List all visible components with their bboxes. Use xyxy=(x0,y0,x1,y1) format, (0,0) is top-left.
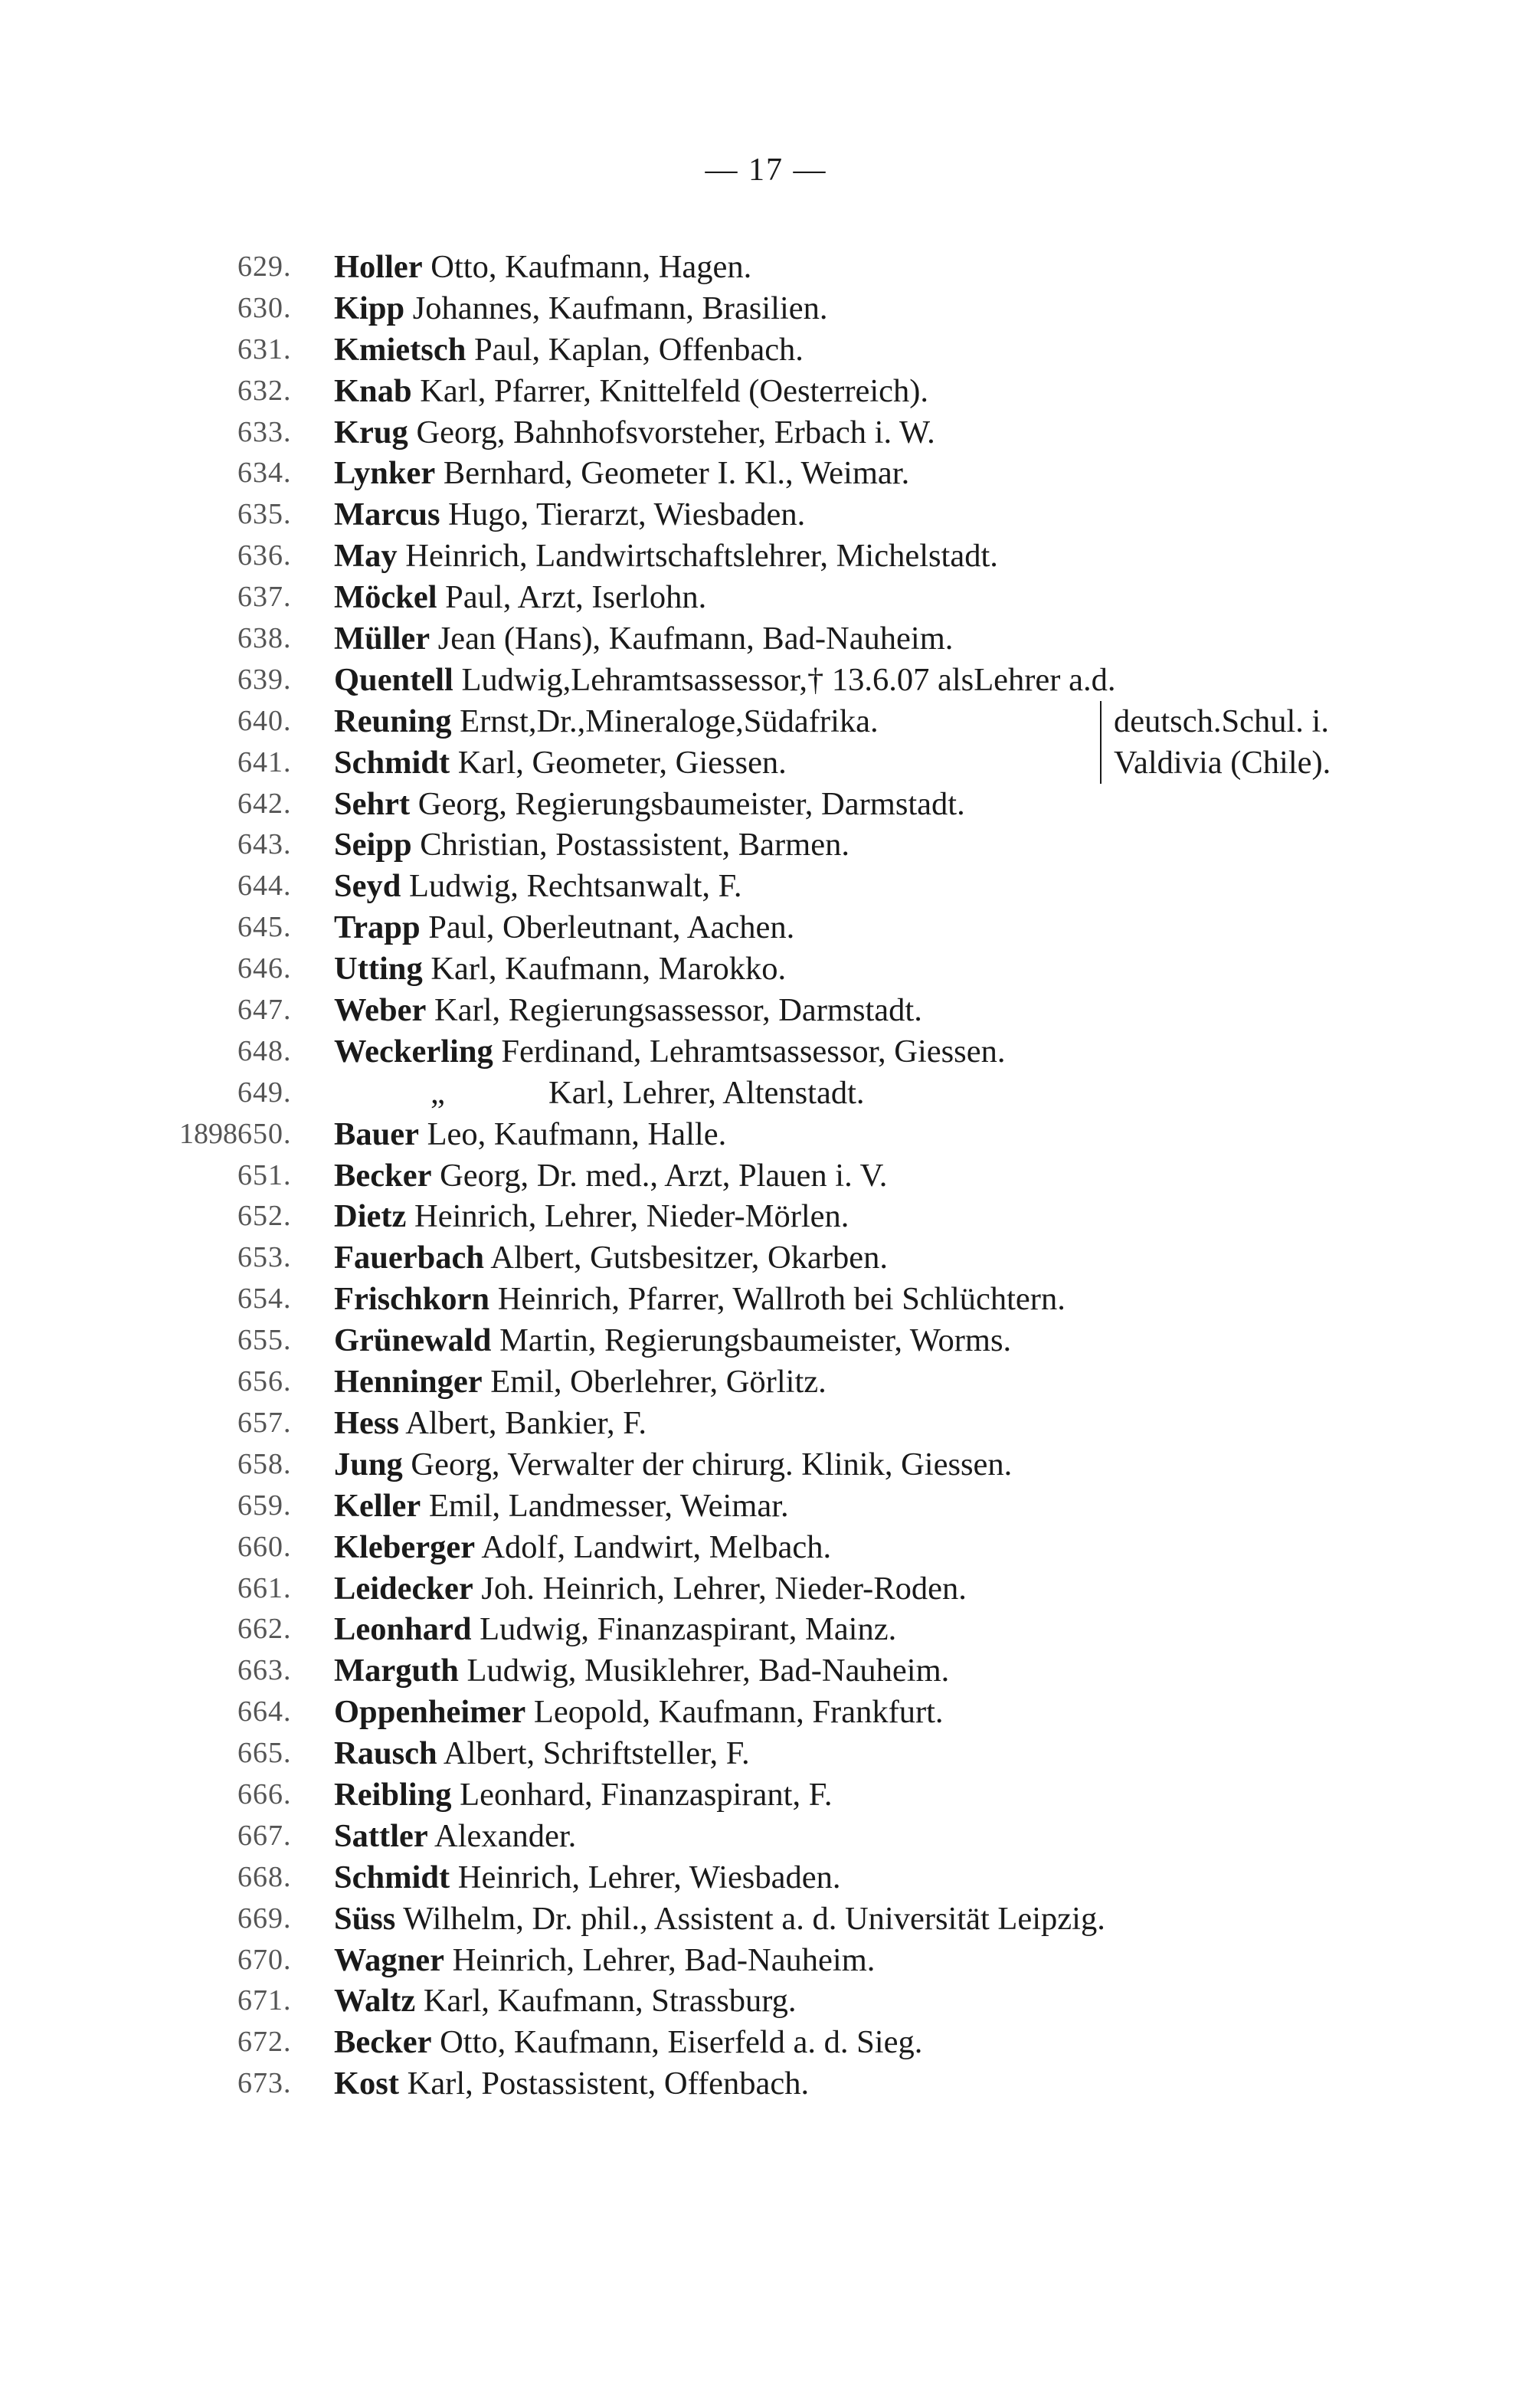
list-item xyxy=(0,1403,1532,1444)
list-item xyxy=(0,1073,1532,1114)
entry-text xyxy=(334,1196,849,1237)
entry-text xyxy=(334,2063,809,2105)
surname: Utting xyxy=(334,951,423,988)
surname: Jung xyxy=(334,1446,403,1482)
entry-details: Ludwig, Finanzaspirant, Mainz. xyxy=(480,1611,897,1648)
list-item xyxy=(0,1857,1532,1899)
surname: May xyxy=(334,538,398,575)
list-item xyxy=(0,1650,1532,1692)
entry-details: Karl, Geometer, Giessen. xyxy=(457,744,787,781)
entry-details: Hugo, Tierarzt, Wiesbaden. xyxy=(448,496,806,533)
list-item xyxy=(0,329,1532,371)
entry-details: Georg, Bahnhofsvorsteher, Erbach i. W. xyxy=(416,414,935,450)
entry-details: Jean (Hans), Kaufmann, Bad-Nauheim. xyxy=(437,621,954,657)
surname: Becker xyxy=(334,1157,432,1194)
entry-text xyxy=(334,1774,833,1816)
entry-text xyxy=(334,1650,949,1692)
surname: Kleberger xyxy=(334,1528,476,1565)
entry-details: Leonhard, Finanzaspirant, F. xyxy=(460,1776,833,1813)
surname: Weckerling xyxy=(334,1033,493,1070)
entry-text xyxy=(334,536,998,577)
list-item xyxy=(0,1980,1532,2022)
list-item xyxy=(0,1774,1532,1816)
entry-details: Joh. Heinrich, Lehrer, Nieder-Roden. xyxy=(481,1570,967,1607)
entry-text xyxy=(334,1568,967,1610)
list-item xyxy=(0,701,1532,742)
margin-note: Valdivia (Chile). xyxy=(1100,742,1331,784)
list-item xyxy=(0,371,1532,412)
entry-details: Leopold, Kaufmann, Frankfurt. xyxy=(533,1694,944,1731)
entry-details: Albert, Bankier, F. xyxy=(405,1404,647,1441)
entry-text xyxy=(334,371,928,412)
entry-number: 659. xyxy=(237,1489,292,1522)
list-item xyxy=(0,1196,1532,1237)
entry-text xyxy=(334,907,794,948)
list-item xyxy=(0,1816,1532,1857)
entry-details: Paul, Arzt, Iserlohn. xyxy=(445,579,707,616)
entry-text xyxy=(334,866,742,907)
member-list xyxy=(0,247,1532,2105)
entry-details: Georg, Verwalter der chirurg. Klinik, Giessen. xyxy=(411,1446,1013,1482)
entry-number: 636. xyxy=(237,539,292,572)
entry-details: Leo, Kaufmann, Halle. xyxy=(427,1116,727,1152)
list-item xyxy=(0,2063,1532,2105)
list-item xyxy=(0,1527,1532,1568)
surname: Hess xyxy=(334,1404,399,1441)
list-item xyxy=(0,1114,1532,1155)
list-item xyxy=(0,536,1532,577)
surname: Marguth xyxy=(334,1653,459,1689)
surname: Leonhard xyxy=(334,1611,472,1648)
entry-number: 638. xyxy=(237,622,292,655)
entry-details: Ludwig, Rechtsanwalt, F. xyxy=(409,868,742,905)
entry-number: 666. xyxy=(237,1777,292,1810)
surname: Becker xyxy=(334,2024,432,2061)
entry-number: 670. xyxy=(237,1943,292,1976)
list-item xyxy=(0,866,1532,907)
surname: Müller xyxy=(334,621,430,657)
margin-note: deutsch.Schul. i. xyxy=(1100,701,1329,742)
entry-text xyxy=(334,2022,922,2063)
surname: Marcus xyxy=(334,496,440,533)
surname: Leidecker xyxy=(334,1570,473,1607)
surname: Sattler xyxy=(334,1817,428,1854)
entry-number: 655. xyxy=(237,1324,292,1357)
entry-number: 634. xyxy=(237,457,292,490)
entry-number: 669. xyxy=(237,1902,292,1935)
entry-details: Paul, Kaplan, Offenbach. xyxy=(473,331,804,368)
entry-text xyxy=(334,288,828,329)
entry-number: 637. xyxy=(237,581,292,614)
entry-details: Martin, Regierungsbaumeister, Worms. xyxy=(499,1322,1012,1359)
entry-text xyxy=(334,824,849,866)
entry-number: 645. xyxy=(237,911,292,944)
entry-details: Karl, Lehrer, Altenstadt. xyxy=(548,1074,865,1111)
page-number: — 17 — xyxy=(705,152,827,188)
entry-text xyxy=(334,1899,1105,1940)
entry-details: Bernhard, Geometer I. Kl., Weimar. xyxy=(443,455,910,492)
entry-number: 648. xyxy=(237,1034,292,1067)
entry-text xyxy=(334,1940,875,1981)
entry-details: Paul, Oberleutnant, Aachen. xyxy=(428,909,795,946)
entry-text xyxy=(334,660,1115,701)
entry-text xyxy=(334,1403,647,1444)
list-item xyxy=(0,1692,1532,1733)
entry-details: Karl, Postassistent, Offenbach. xyxy=(407,2066,810,2102)
entry-text xyxy=(334,1980,797,2022)
entry-text xyxy=(334,948,786,990)
surname: Quentell xyxy=(334,661,453,698)
entry-details: Otto, Kaufmann, Eiserfeld a. d. Sieg. xyxy=(440,2024,923,2061)
surname: Bauer xyxy=(334,1116,419,1152)
entry-details: Heinrich, Lehrer, Wiesbaden. xyxy=(457,1859,841,1895)
entry-number: 652. xyxy=(237,1200,292,1233)
surname: Oppenheimer xyxy=(334,1694,526,1731)
entry-details: Johannes, Kaufmann, Brasilien. xyxy=(412,290,828,326)
surname: Krug xyxy=(334,414,408,450)
entry-number: 640. xyxy=(237,704,292,737)
surname: Wagner xyxy=(334,1941,445,1978)
entry-details: Ernst,Dr.,Mineraloge,Südafrika. xyxy=(460,703,879,739)
entry-number: 673. xyxy=(237,2067,292,2100)
surname: Möckel xyxy=(334,579,437,616)
surname: Fauerbach xyxy=(334,1240,484,1276)
list-item xyxy=(0,1444,1532,1486)
entry-number: 650. xyxy=(237,1117,292,1150)
entry-text xyxy=(334,1237,888,1279)
list-item xyxy=(0,453,1532,494)
list-item xyxy=(0,1155,1532,1197)
entry-number: 653. xyxy=(237,1241,292,1274)
entry-details: Karl, Kaufmann, Marokko. xyxy=(430,951,787,988)
entry-number: 642. xyxy=(237,787,292,820)
entry-number: 643. xyxy=(237,828,292,861)
entry-text xyxy=(334,1279,1066,1320)
list-item xyxy=(0,1568,1532,1610)
surname: Kost xyxy=(334,2066,399,2102)
entry-number: 658. xyxy=(237,1447,292,1480)
surname: Seipp xyxy=(334,827,412,863)
list-item xyxy=(0,288,1532,329)
entry-details: Albert, Schriftsteller, F. xyxy=(443,1735,750,1772)
list-item xyxy=(0,1486,1532,1527)
list-item xyxy=(0,1899,1532,1940)
entry-text xyxy=(334,618,953,660)
surname: Reibling xyxy=(334,1776,452,1813)
entry-text xyxy=(334,1857,840,1899)
entry-text xyxy=(334,1155,887,1197)
surname: Frischkorn xyxy=(334,1281,490,1318)
entry-text xyxy=(334,990,922,1031)
entry-details: Emil, Landmesser, Weimar. xyxy=(428,1487,789,1524)
entry-details: Otto, Kaufmann, Hagen. xyxy=(430,249,752,285)
entry-text xyxy=(334,1361,827,1403)
entry-details: Albert, Gutsbesitzer, Okarben. xyxy=(490,1240,889,1276)
entry-number: 662. xyxy=(237,1613,292,1646)
entry-text xyxy=(334,1444,1012,1486)
entry-text xyxy=(334,1527,831,1568)
surname: Süss xyxy=(334,1900,396,1937)
entry-text xyxy=(334,784,965,825)
surname: Dietz xyxy=(334,1198,407,1235)
surname: Kipp xyxy=(334,290,405,326)
entry-text xyxy=(334,247,751,288)
surname: Weber xyxy=(334,992,427,1029)
entry-number: 639. xyxy=(237,663,292,696)
entry-details: Ferdinand, Lehramtsassessor, Giessen. xyxy=(501,1033,1006,1070)
list-item xyxy=(0,1361,1532,1403)
entry-number: 644. xyxy=(237,870,292,903)
list-item xyxy=(0,1940,1532,1981)
entry-number: 654. xyxy=(237,1283,292,1315)
entry-text xyxy=(334,453,909,494)
entry-text xyxy=(334,329,804,371)
surname: Kmietsch xyxy=(334,331,466,368)
list-item xyxy=(0,1237,1532,1279)
entry-text xyxy=(334,1320,1011,1361)
entry-number: 633. xyxy=(237,415,292,448)
ditto-mark: „ xyxy=(430,1074,445,1111)
entry-number: 641. xyxy=(237,745,292,778)
list-item xyxy=(0,784,1532,825)
entry-text xyxy=(334,1692,944,1733)
surname: Waltz xyxy=(334,1983,416,2020)
entry-details: Ludwig,Lehramtsassessor,† 13.6.07 alsLehrer a.d. xyxy=(461,661,1116,698)
entry-number: 630. xyxy=(237,291,292,324)
list-item xyxy=(0,1733,1532,1774)
entry-details: Heinrich, Lehrer, Bad-Nauheim. xyxy=(452,1941,876,1978)
entry-details: Alexander. xyxy=(434,1817,577,1854)
entry-details: Karl, Pfarrer, Knittelfeld (Oesterreich). xyxy=(420,372,929,409)
surname: Seyd xyxy=(334,868,401,905)
entry-details: Georg, Dr. med., Arzt, Plauen i. V. xyxy=(440,1157,888,1194)
entry-number: 668. xyxy=(237,1860,292,1893)
year-label: 1898 xyxy=(179,1117,237,1150)
entry-details: Adolf, Landwirt, Melbach. xyxy=(481,1528,832,1565)
entry-details: Wilhelm, Dr. phil., Assistent a. d. Universität Leipzig. xyxy=(403,1900,1105,1937)
entry-number: 664. xyxy=(237,1695,292,1728)
entry-details: Georg, Regierungsbaumeister, Darmstadt. xyxy=(417,785,965,822)
entry-number: 671. xyxy=(237,1984,292,2017)
surname: Keller xyxy=(334,1487,421,1524)
surname: Lynker xyxy=(334,455,436,492)
entry-number: 667. xyxy=(237,1819,292,1852)
list-item xyxy=(0,494,1532,536)
entry-details: Karl, Regierungsassessor, Darmstadt. xyxy=(434,992,922,1029)
surname: Schmidt xyxy=(334,744,450,781)
entry-number: 660. xyxy=(237,1530,292,1563)
entry-number: 651. xyxy=(237,1158,292,1191)
list-item xyxy=(0,1279,1532,1320)
entry-number: 632. xyxy=(237,374,292,407)
entry-text xyxy=(334,742,787,784)
list-item xyxy=(0,247,1532,288)
entry-number: 635. xyxy=(237,498,292,531)
entry-number: 663. xyxy=(237,1654,292,1687)
entry-details: Karl, Kaufmann, Strassburg. xyxy=(423,1983,797,2020)
surname: Henninger xyxy=(334,1364,483,1401)
list-item xyxy=(0,1031,1532,1073)
surname: Sehrt xyxy=(334,785,411,822)
entry-number: 672. xyxy=(237,2026,292,2059)
entry-text xyxy=(334,1486,789,1527)
entry-text xyxy=(334,494,805,536)
list-item xyxy=(0,1609,1532,1650)
entry-number: 657. xyxy=(237,1406,292,1439)
entry-details: Heinrich, Pfarrer, Wallroth bei Schlüchtern. xyxy=(497,1281,1066,1318)
list-item xyxy=(0,412,1532,454)
entry-number: 629. xyxy=(237,251,292,283)
entry-number: 646. xyxy=(237,952,292,985)
entry-text xyxy=(334,1073,865,1114)
entry-text xyxy=(334,412,935,454)
surname: Knab xyxy=(334,372,412,409)
entry-details: Emil, Oberlehrer, Görlitz. xyxy=(490,1364,827,1401)
list-item xyxy=(0,824,1532,866)
entry-text xyxy=(334,1114,726,1155)
entry-text xyxy=(334,1609,896,1650)
surname: Schmidt xyxy=(334,1859,450,1895)
entry-number: 631. xyxy=(237,333,292,365)
list-item xyxy=(0,618,1532,660)
surname: Grünewald xyxy=(334,1322,492,1359)
entry-details: Christian, Postassistent, Barmen. xyxy=(420,827,849,863)
entry-text xyxy=(334,1816,576,1857)
list-item xyxy=(0,948,1532,990)
entry-text xyxy=(334,577,706,618)
surname: Reuning xyxy=(334,703,452,739)
entry-number: 656. xyxy=(237,1365,292,1398)
entry-details: Heinrich, Lehrer, Nieder-Mörlen. xyxy=(414,1198,849,1235)
entry-text xyxy=(334,701,879,742)
list-item xyxy=(0,660,1532,701)
list-item xyxy=(0,577,1532,618)
entry-details: Ludwig, Musiklehrer, Bad-Nauheim. xyxy=(466,1653,950,1689)
entry-text xyxy=(334,1031,1005,1073)
list-item xyxy=(0,1320,1532,1361)
entry-number: 649. xyxy=(237,1076,292,1109)
surname: Trapp xyxy=(334,909,421,946)
entry-text xyxy=(334,1733,750,1774)
list-item xyxy=(0,2022,1532,2063)
entry-number: 661. xyxy=(237,1571,292,1604)
list-item xyxy=(0,742,1532,784)
entry-number: 665. xyxy=(237,1737,292,1770)
entry-details: Heinrich, Landwirtschaftslehrer, Michelstadt. xyxy=(405,538,998,575)
surname: Holler xyxy=(334,249,423,285)
surname: Rausch xyxy=(334,1735,437,1772)
list-item xyxy=(0,907,1532,948)
entry-number: 647. xyxy=(237,994,292,1027)
list-item xyxy=(0,990,1532,1031)
